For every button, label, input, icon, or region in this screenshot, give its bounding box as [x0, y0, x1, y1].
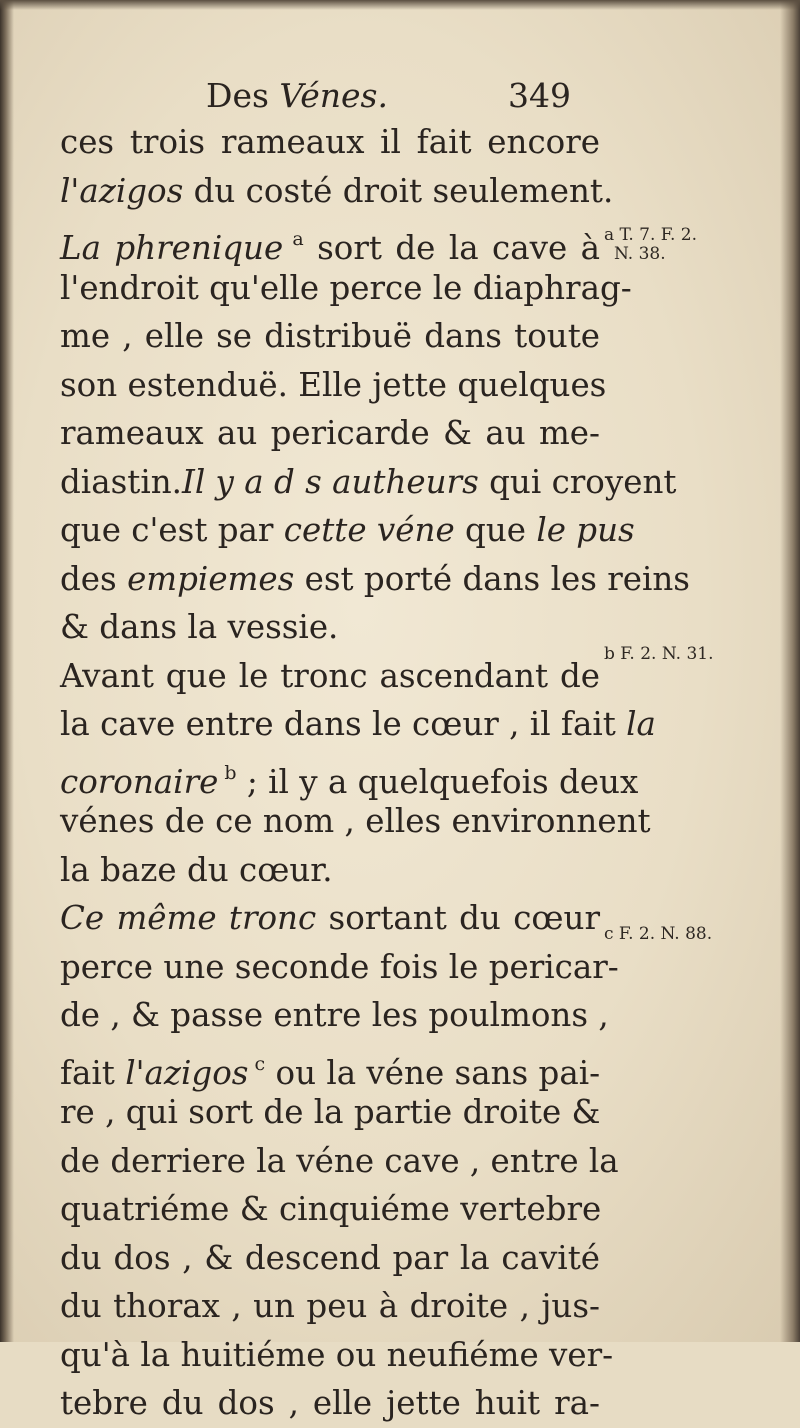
- page-number: 349: [508, 76, 571, 115]
- text-segment: re , qui sort de la partie droite &: [60, 1093, 601, 1131]
- footnote-marker: c: [248, 1052, 266, 1075]
- text-line: [60, 943, 619, 992]
- text-segment: me , elle se distribuë dans toute: [60, 317, 600, 355]
- text-segment: tebre du dos , elle jette huit ra-: [60, 1384, 600, 1422]
- text-segment: est porté dans les reins: [294, 559, 690, 598]
- text-segment: rameaux au pericarde & au me-: [60, 414, 600, 452]
- text-line: [60, 1185, 600, 1234]
- italic-text: la: [626, 705, 656, 743]
- text-line: [60, 1137, 619, 1186]
- text-segment: Avant que le tronc ascendant de: [60, 656, 600, 695]
- text-line: [60, 506, 635, 555]
- text-line: [60, 749, 639, 801]
- page-edge-left: [0, 0, 14, 1342]
- text-segment: du costé droit seulement.: [183, 171, 614, 210]
- text-segment: ces trois rameaux il fait encore: [60, 123, 600, 161]
- text-line: [60, 1040, 601, 1092]
- text-line: [60, 700, 656, 749]
- italic-text: cette véne: [283, 511, 455, 549]
- text-line: [60, 1379, 600, 1428]
- margin-note-c: [604, 925, 712, 944]
- text-segment: fait: [60, 1053, 126, 1092]
- margin-note-line: c F. 2. N. 88.: [604, 924, 713, 944]
- italic-text: l'azigos: [60, 171, 184, 210]
- text-segment: que c'est par: [60, 511, 284, 549]
- text-line: [60, 603, 600, 652]
- italic-text: Ce même tronc: [60, 899, 317, 937]
- text-line: [60, 1331, 614, 1380]
- text-segment: diastin.: [60, 462, 182, 501]
- text-line: [60, 1088, 600, 1137]
- margin-note-line: a T. 7. F. 2.: [604, 225, 697, 245]
- italic-text: l'azigos: [125, 1053, 249, 1092]
- text-segment: qui croyent: [478, 462, 677, 501]
- margin-note-a: [604, 226, 697, 264]
- text-segment: la cave entre dans le cœur , il fait: [60, 705, 627, 743]
- text-segment: & dans la vessie.: [60, 608, 339, 646]
- text-line: [60, 215, 600, 267]
- margin-note-line: b F. 2. N. 31.: [604, 644, 714, 664]
- text-line: [60, 312, 600, 361]
- text-segment: ou la véne sans pai-: [265, 1053, 601, 1092]
- text-line: [60, 264, 632, 313]
- text-segment: de derriere la véne cave , entre la: [60, 1141, 619, 1180]
- text-line: [60, 894, 600, 943]
- text-segment: la baze du cœur.: [60, 850, 333, 889]
- text-line: [60, 361, 607, 410]
- text-segment: quatriéme & cinquiéme vertebre: [60, 1190, 602, 1228]
- text-line: [60, 555, 690, 604]
- page-edge-top: [0, 0, 800, 10]
- text-segment: que: [454, 511, 537, 549]
- text-segment: vénes de ce nom , elles environnent: [60, 802, 651, 840]
- text-segment: l'endroit qu'elle perce le diaphrag-: [60, 268, 632, 307]
- page-edge-right: [780, 0, 800, 1342]
- text-line: [60, 1282, 600, 1331]
- text-line: [60, 458, 677, 507]
- running-title-italic: Vénes.: [279, 76, 388, 115]
- margin-note-line: N. 38.: [614, 244, 666, 264]
- text-line: [60, 991, 609, 1040]
- italic-text: le pus: [536, 511, 635, 549]
- running-title: [206, 76, 388, 115]
- text-line: [60, 409, 600, 458]
- text-segment: sortant du cœur: [316, 899, 600, 937]
- text-segment: du dos , & descend par la cavité: [60, 1238, 600, 1277]
- margin-note-b: [604, 645, 714, 664]
- text-segment: du thorax , un peu à droite , jus-: [60, 1287, 600, 1325]
- text-segment: sort de la cave à: [303, 229, 600, 267]
- text-line: [60, 167, 614, 216]
- italic-text: coronaire: [60, 762, 219, 801]
- text-segment: perce une seconde fois le pericar-: [60, 947, 619, 986]
- text-line: [60, 652, 600, 701]
- italic-text: Il y a d s autheurs: [181, 462, 479, 501]
- footnote-marker: b: [218, 761, 237, 784]
- italic-text: La phrenique: [60, 229, 284, 267]
- text-line: [60, 118, 600, 167]
- text-segment: des: [60, 559, 128, 598]
- text-segment: de , & passe entre les poulmons ,: [60, 996, 609, 1034]
- text-segment: son estenduë. Elle jette quelques: [60, 365, 607, 404]
- text-segment: qu'à la huitiéme ou neufiéme ver-: [60, 1335, 614, 1374]
- text-line: [60, 1234, 600, 1283]
- footnote-marker: a: [283, 228, 304, 250]
- text-line: [60, 797, 651, 846]
- page-header: [60, 76, 600, 120]
- text-segment: ; il y a quelquefois deux: [236, 762, 639, 801]
- text-line: [60, 846, 600, 895]
- italic-text: empiemes: [127, 559, 295, 598]
- running-title-prefix: Des: [206, 76, 280, 115]
